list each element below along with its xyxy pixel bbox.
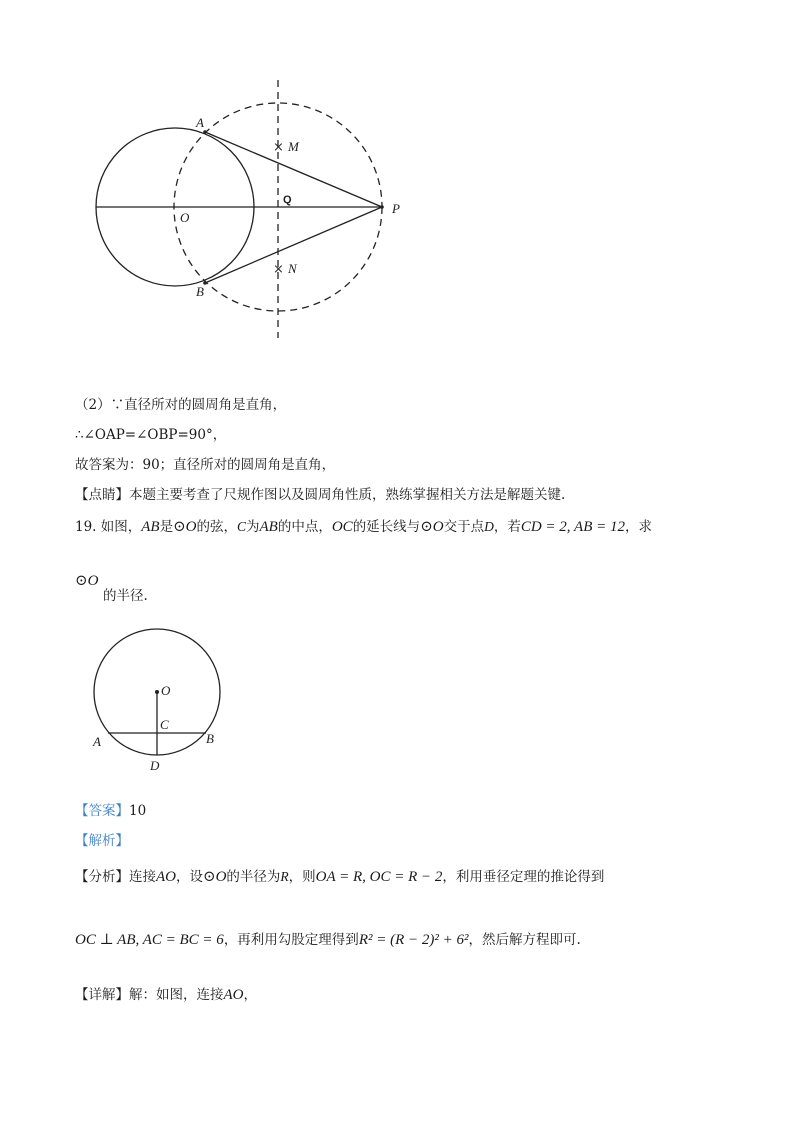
part2-line3: 故答案为：90；直径所对的圆周角是直角，	[75, 457, 336, 473]
problem19-ask: 的半径.	[103, 588, 148, 604]
part2-line2: ∴∠OAP=∠OBP=90°，	[75, 427, 227, 443]
answer-line	[75, 803, 146, 821]
figure-tangent-construction	[85, 72, 425, 344]
figure-chord-circle	[88, 625, 238, 775]
math-eq2: OC ⊥ AB, AC = BC = 6	[75, 932, 224, 948]
label-n: N	[288, 261, 297, 276]
point-o2	[155, 690, 159, 694]
math-eq3: R² = (R − 2)² + 6²	[358, 932, 469, 948]
part2-line1: （2）∵直径所对的圆周角是直角，	[75, 397, 287, 413]
xiangjie-line: 【详解】解：如图，连接AO，	[75, 987, 257, 1003]
mark-n: ×	[273, 262, 284, 277]
label-a: A	[196, 115, 204, 130]
math-eq1: OA = R, OC = R − 2	[315, 869, 443, 885]
math-circle-o-3: ⊙O	[75, 573, 99, 589]
label-m: M	[288, 139, 299, 154]
part2-comment: 【点睛】本题主要考查了尺规作图以及圆周角性质，熟练掌握相关方法是解题关键.	[75, 487, 566, 503]
math-condition: CD = 2, AB = 12	[520, 519, 625, 535]
label-o2: O	[161, 683, 171, 698]
fenxi-line2: OC ⊥ AB, AC = BC = 6，再利用勾股定理得到R² = (R − 2)² + 6²，然后解方程即可.	[75, 932, 581, 948]
label-d2: D	[150, 758, 160, 773]
label-q: Q	[283, 194, 292, 206]
label-c2: C	[160, 717, 169, 732]
math-ao: AO	[156, 869, 176, 885]
mark-m: ×	[273, 140, 284, 155]
label-b: B	[196, 284, 204, 299]
math-oc: OC	[331, 519, 353, 535]
label-b2: B	[206, 731, 214, 746]
fenxi-line1: 【分析】连接AO，设⊙O的半径为R，则OA = R, OC = R − 2，利用垂径定理的推论得到	[75, 869, 605, 885]
math-ab: AB	[141, 519, 160, 535]
math-circle-o: ⊙O	[173, 519, 197, 535]
point-p	[380, 205, 384, 209]
point-a	[203, 130, 207, 134]
answer-tag: 【答案】	[75, 803, 129, 819]
label-a2: A	[93, 734, 101, 749]
problem19-statement: 19. 如图，AB是⊙O的弦，C为AB的中点，OC的延长线与⊙O交于点D，若CD = 2, AB = 12，求	[75, 519, 652, 535]
label-o: O	[180, 210, 190, 225]
label-p: P	[392, 201, 400, 216]
analysis-tag: 【解析】	[75, 833, 129, 849]
answer-value: 10	[129, 803, 147, 819]
